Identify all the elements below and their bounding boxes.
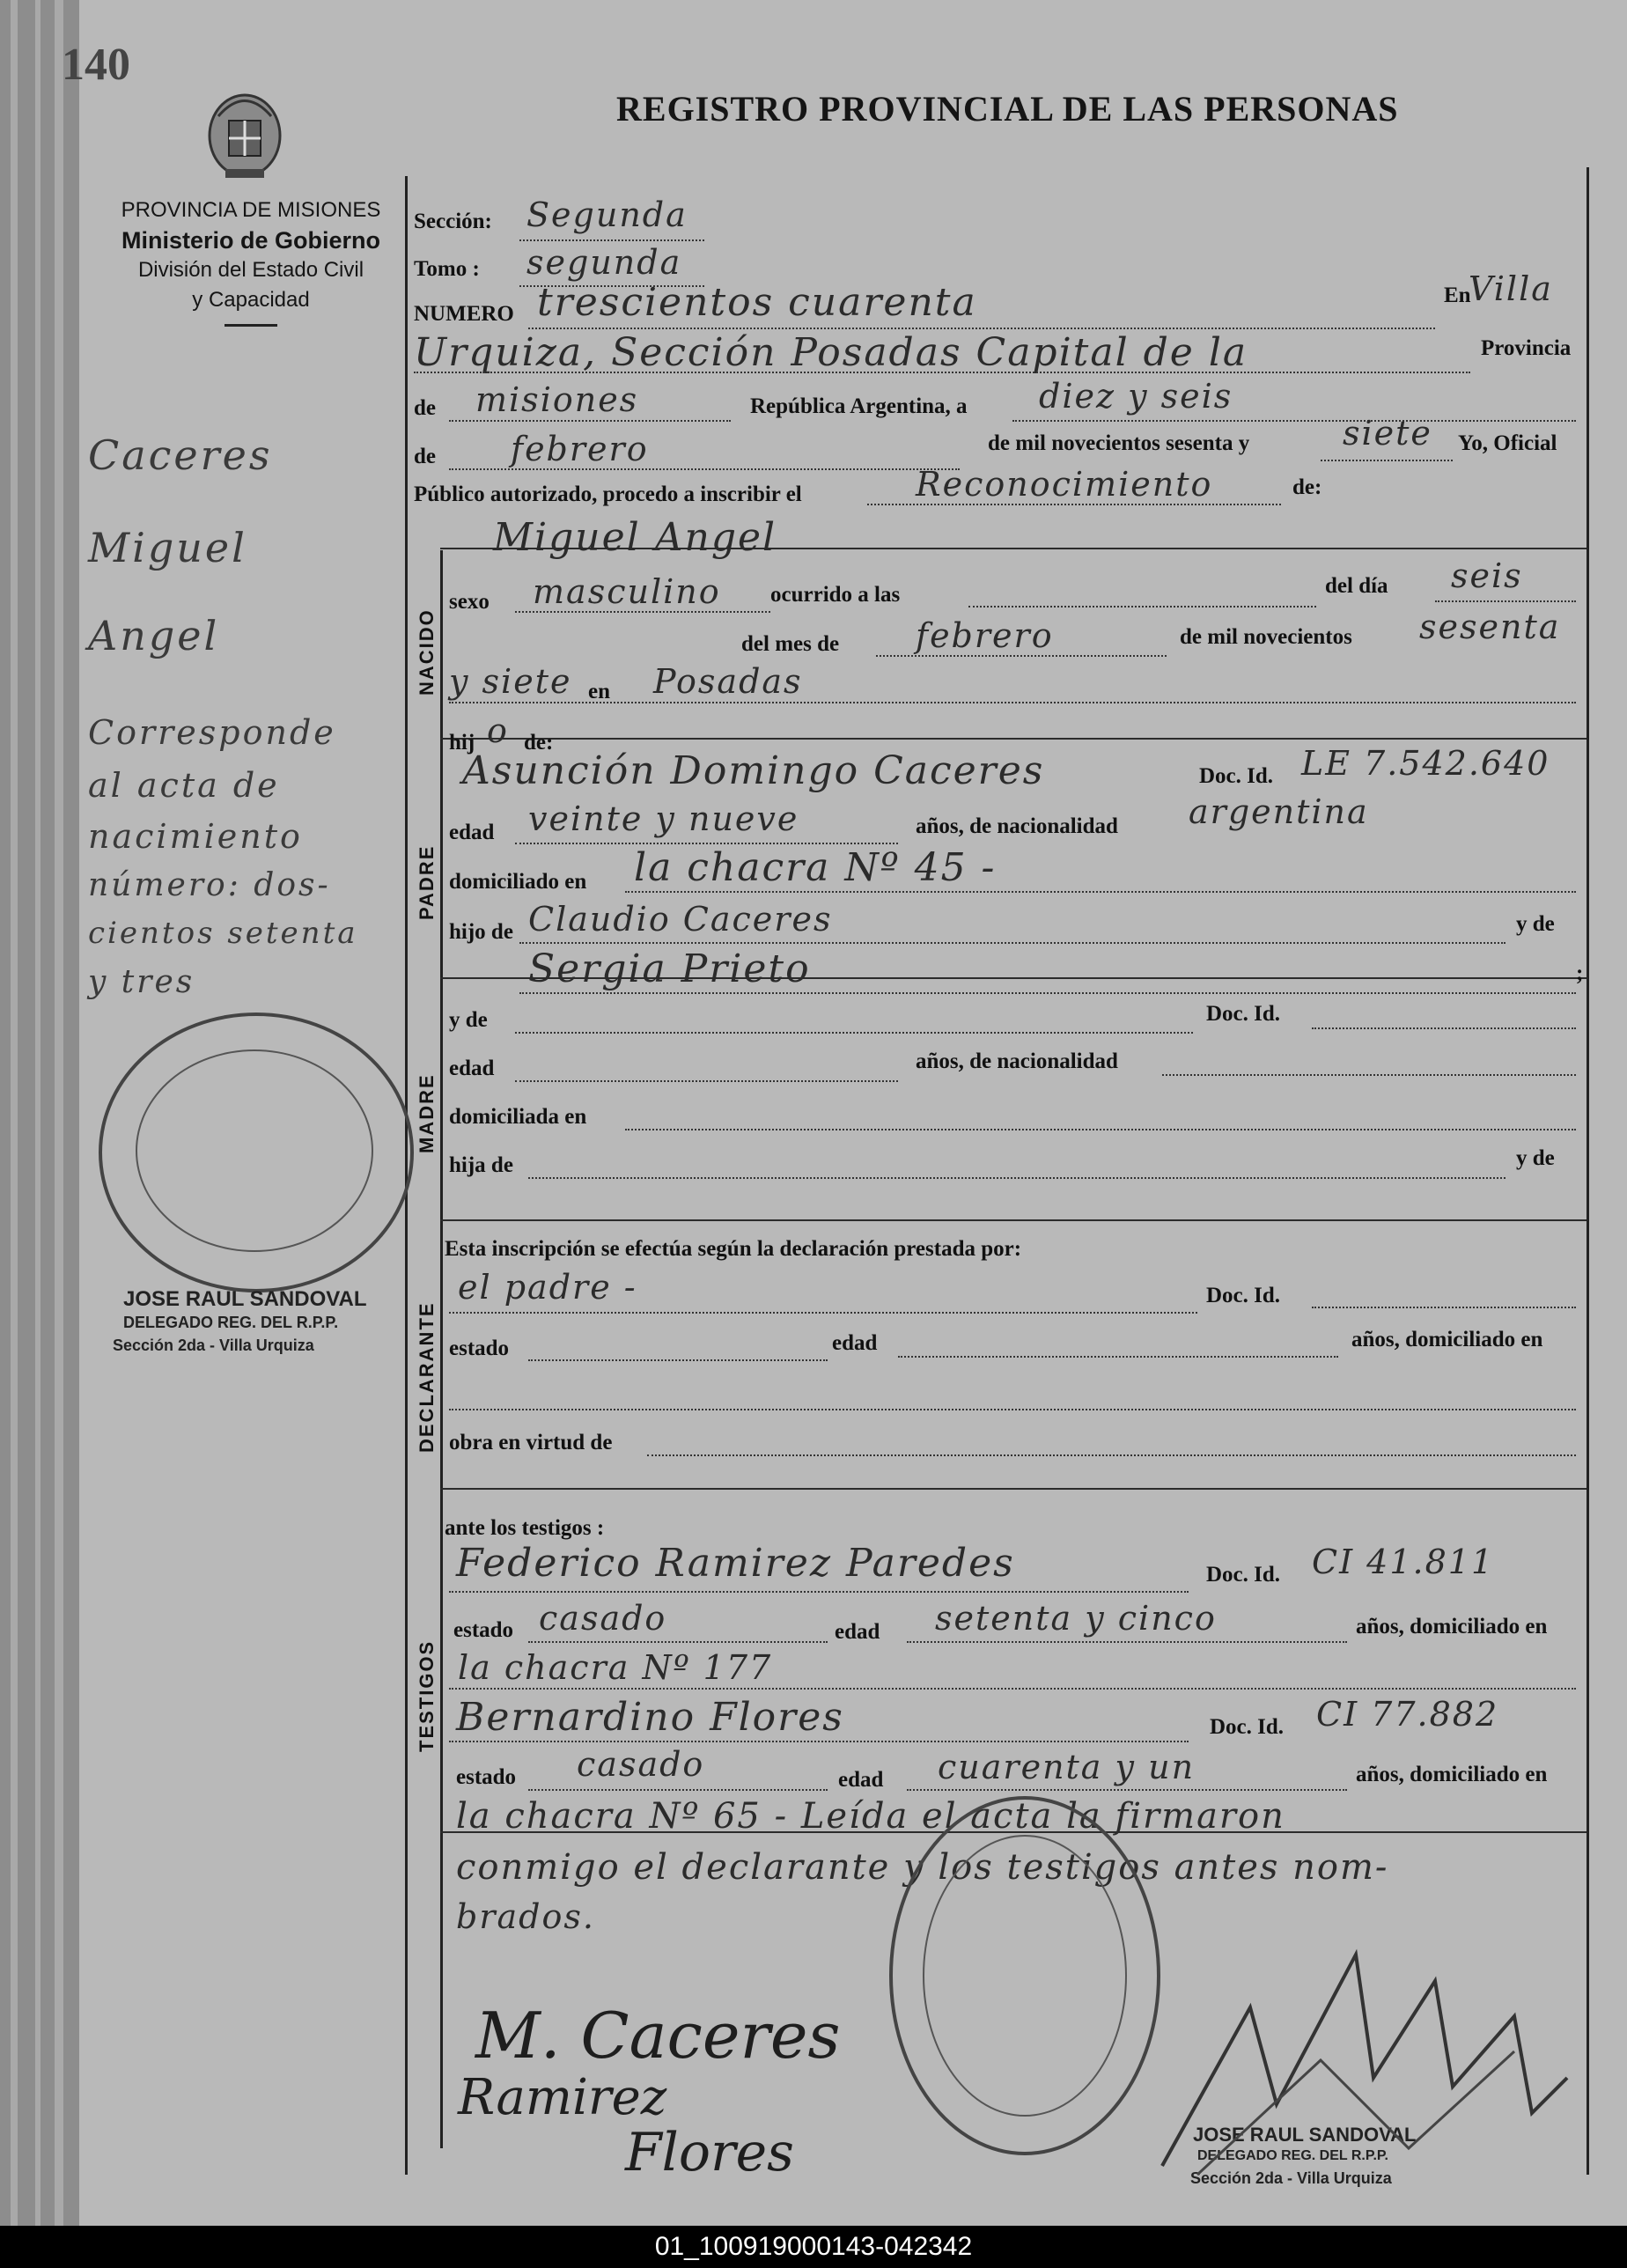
day-value: diez y seis: [1039, 377, 1233, 416]
mil-label: de mil novecientos: [1180, 625, 1352, 649]
provincial-coat-of-arms-icon: [201, 81, 289, 187]
del-mes-label: del mes de: [741, 632, 840, 656]
padre-nacionalidad-label: años, de nacionalidad: [916, 814, 1118, 838]
section-divider: [440, 1488, 1587, 1490]
republica-label: República Argentina, a: [750, 394, 968, 418]
de-colon-nacido: de:: [524, 731, 554, 755]
padre-domicilio-label: domiciliado en: [449, 870, 587, 894]
testigo2-edad: cuarenta y un: [938, 1748, 1196, 1786]
month-value: febrero: [511, 430, 649, 468]
official-stamp-section: Sección 2da - Villa Urquiza: [113, 1336, 314, 1354]
section-divider: [440, 738, 1587, 740]
testigo2-edad-label: edad: [838, 1768, 884, 1792]
official-stamp-role-bottom: DELEGADO REG. DEL R.P.P.: [1197, 2148, 1388, 2163]
issuing-authority: [97, 195, 405, 327]
section-label-testigos: TESTIGOS: [416, 1639, 438, 1752]
numero-value: trescientos cuarenta: [537, 280, 977, 325]
acto-value: Reconocimiento: [916, 465, 1213, 504]
declarante-intro-label: Esta inscripción se efectúa según la declaración prestada por:: [445, 1237, 1022, 1261]
testigo2-estado-label: estado: [456, 1765, 517, 1789]
section-label-nacido: NACIDO: [416, 608, 438, 696]
testigos-intro-label: ante los testigos :: [445, 1516, 605, 1540]
padre-nacionalidad-value: argentina: [1189, 792, 1369, 831]
padre-hijo-de-label: hijo de: [449, 920, 513, 944]
padre-madre-value: Sergia Prieto: [528, 946, 811, 991]
tomo-label: Tomo :: [414, 257, 480, 281]
madre-nacionalidad-label: años, de nacionalidad: [916, 1049, 1118, 1073]
testigo1-dom: la chacra Nº 177: [458, 1648, 773, 1687]
place-value: Urquiza, Sección Posadas Capital de la: [414, 330, 1248, 375]
testigo2-estado: casado: [577, 1745, 705, 1784]
testigo1-dom-label: años, domiciliado en: [1356, 1615, 1548, 1638]
testigo2-name: Bernardino Flores: [456, 1695, 844, 1740]
seccion-value: Segunda: [526, 195, 688, 234]
padre-name: Asunción Domingo Caceres: [462, 748, 1045, 793]
province-value: misiones: [475, 380, 639, 419]
margin-note-line: Corresponde: [88, 713, 336, 752]
name-value: Miguel Angel: [493, 515, 777, 560]
padre-doc-label: Doc. Id.: [1199, 764, 1274, 788]
mes-value: febrero: [916, 616, 1054, 655]
testigo2-doc: CI 77.882: [1316, 1695, 1499, 1734]
margin-note-line: Caceres: [88, 431, 273, 479]
en-label: En: [1444, 284, 1471, 307]
declarante-doc-label: Doc. Id.: [1206, 1284, 1281, 1307]
en-label-nacido: en: [588, 680, 610, 703]
section-label-declarante: DECLARANTE: [416, 1301, 438, 1453]
anio-value: sesenta: [1419, 608, 1561, 646]
testigo2-doc-label: Doc. Id.: [1210, 1715, 1285, 1739]
declarante-edad-label: edad: [832, 1331, 878, 1355]
padre-edad-value: veinte y nueve: [528, 799, 799, 838]
declarante-domicilio-label: años, domiciliado en: [1351, 1328, 1543, 1351]
margin-note-line: cientos setenta: [88, 916, 358, 951]
seccion-label: Sección:: [414, 210, 492, 233]
publico-label: Público autorizado, procedo a inscribir el: [414, 482, 802, 506]
margin-note-line: Miguel: [88, 524, 247, 571]
testigo2-dom: la chacra Nº 65 - Leída el acta la firmaron: [456, 1796, 1285, 1837]
official-stamp-section-bottom: Sección 2da - Villa Urquiza: [1190, 2169, 1392, 2187]
testigo1-estado: casado: [539, 1599, 667, 1638]
padre-doc-value: LE 7.542.640: [1301, 744, 1550, 783]
margin-note-line: Angel: [88, 612, 220, 659]
authority-ministry: Ministerio de Gobierno: [121, 227, 381, 254]
testigo2-dom-label: años, domiciliado en: [1356, 1763, 1548, 1786]
madre-y-de2-label: y de: [1516, 1146, 1555, 1170]
right-rule: [1587, 167, 1589, 2175]
authority-division-cont: y Capacidad: [192, 288, 310, 312]
authority-division: División del Estado Civil: [137, 258, 364, 282]
sexo-label: sexo: [449, 590, 490, 614]
testigo1-edad-label: edad: [835, 1620, 880, 1644]
official-seal-bottom: [889, 1796, 1160, 2155]
signature-testigo2: Flores: [625, 2122, 794, 2183]
padre-domicilio-value: la chacra Nº 45 -: [634, 845, 997, 890]
testigo1-estado-label: estado: [453, 1618, 514, 1642]
testigo1-name: Federico Ramirez Paredes: [456, 1541, 1015, 1586]
en-value: Villa: [1469, 269, 1553, 308]
del-dia-label: del día: [1325, 574, 1388, 598]
scan-filename: 01_100919000143-042342: [0, 2226, 1627, 2268]
margin-note-line: al acta de: [88, 766, 280, 805]
section-divider: [440, 1219, 1587, 1221]
section-label-padre: PADRE: [416, 844, 438, 920]
margin-note-line: número: dos-: [88, 867, 331, 903]
madre-doc-label: Doc. Id.: [1206, 1002, 1281, 1026]
hij-label: hij: [449, 731, 475, 755]
official-stamp-name: JOSE RAUL SANDOVAL: [123, 1287, 367, 1311]
padre-edad-label: edad: [449, 821, 495, 844]
binding-edge: [11, 0, 18, 2226]
hij-value: o: [487, 711, 509, 750]
provincia-label: Provincia: [1481, 336, 1572, 360]
oficial-label: Yo, Oficial: [1458, 431, 1557, 455]
de-label: de: [414, 396, 436, 420]
signature-testigo1: Ramirez: [458, 2069, 667, 2126]
declarante-obra-label: obra en virtud de: [449, 1431, 613, 1454]
padre-hijo-de-value: Claudio Caceres: [528, 900, 833, 939]
official-stamp-role: DELEGADO REG. DEL R.P.P.: [123, 1314, 339, 1331]
anio-cont-value: y siete: [449, 662, 572, 701]
sexo-value: masculino: [533, 572, 721, 611]
madre-hija-de-label: hija de: [449, 1153, 513, 1177]
year-label: de mil novecientos sesenta y: [988, 431, 1250, 455]
closing-line-2: brados.: [456, 1897, 595, 1936]
lugar-value: Posadas: [653, 662, 803, 701]
madre-edad-label: edad: [449, 1057, 495, 1080]
authority-province: PROVINCIA DE MISIONES: [121, 198, 381, 222]
padre-y-de-label: y de: [1516, 912, 1555, 936]
ocurrido-label: ocurrido a las: [770, 583, 901, 607]
year-value: siete: [1343, 414, 1432, 453]
margin-note-line: nacimiento: [88, 817, 303, 856]
numero-label: NUMERO: [414, 302, 514, 326]
signature-declarante: M. Caceres: [475, 1999, 841, 2073]
de-label-2: de: [414, 445, 436, 468]
testigo1-doc-label: Doc. Id.: [1206, 1563, 1281, 1587]
section-label-madre: MADRE: [416, 1073, 438, 1153]
binding-edge: [35, 0, 40, 2226]
declarante-estado-label: estado: [449, 1336, 510, 1360]
tomo-value: segunda: [526, 243, 682, 282]
dia-value: seis: [1451, 556, 1523, 595]
official-seal-left: [99, 1012, 414, 1292]
section-rule: [440, 550, 443, 2148]
margin-note-line: y tres: [88, 964, 195, 1000]
page-title: REGISTRO PROVINCIAL DE LAS PERSONAS: [616, 89, 1399, 129]
madre-y-de-label: y de: [449, 1008, 488, 1032]
divider: [225, 324, 277, 327]
testigo1-edad: setenta y cinco: [935, 1599, 1217, 1638]
folio-number: 140: [62, 40, 130, 90]
semicolon: ;: [1576, 961, 1584, 985]
official-signature-scribble: [1145, 1902, 1585, 2192]
official-stamp-name-bottom: JOSE RAUL SANDOVAL: [1193, 2124, 1417, 2146]
testigo1-doc: CI 41.811: [1312, 1543, 1495, 1581]
madre-domicilio-label: domiciliada en: [449, 1105, 587, 1129]
binding-edge: [55, 0, 63, 2226]
closing-line-1: conmigo el declarante y los testigos antes nom-: [456, 1847, 1389, 1888]
de-colon-label: de:: [1292, 475, 1322, 499]
declarante-value: el padre -: [458, 1268, 637, 1307]
